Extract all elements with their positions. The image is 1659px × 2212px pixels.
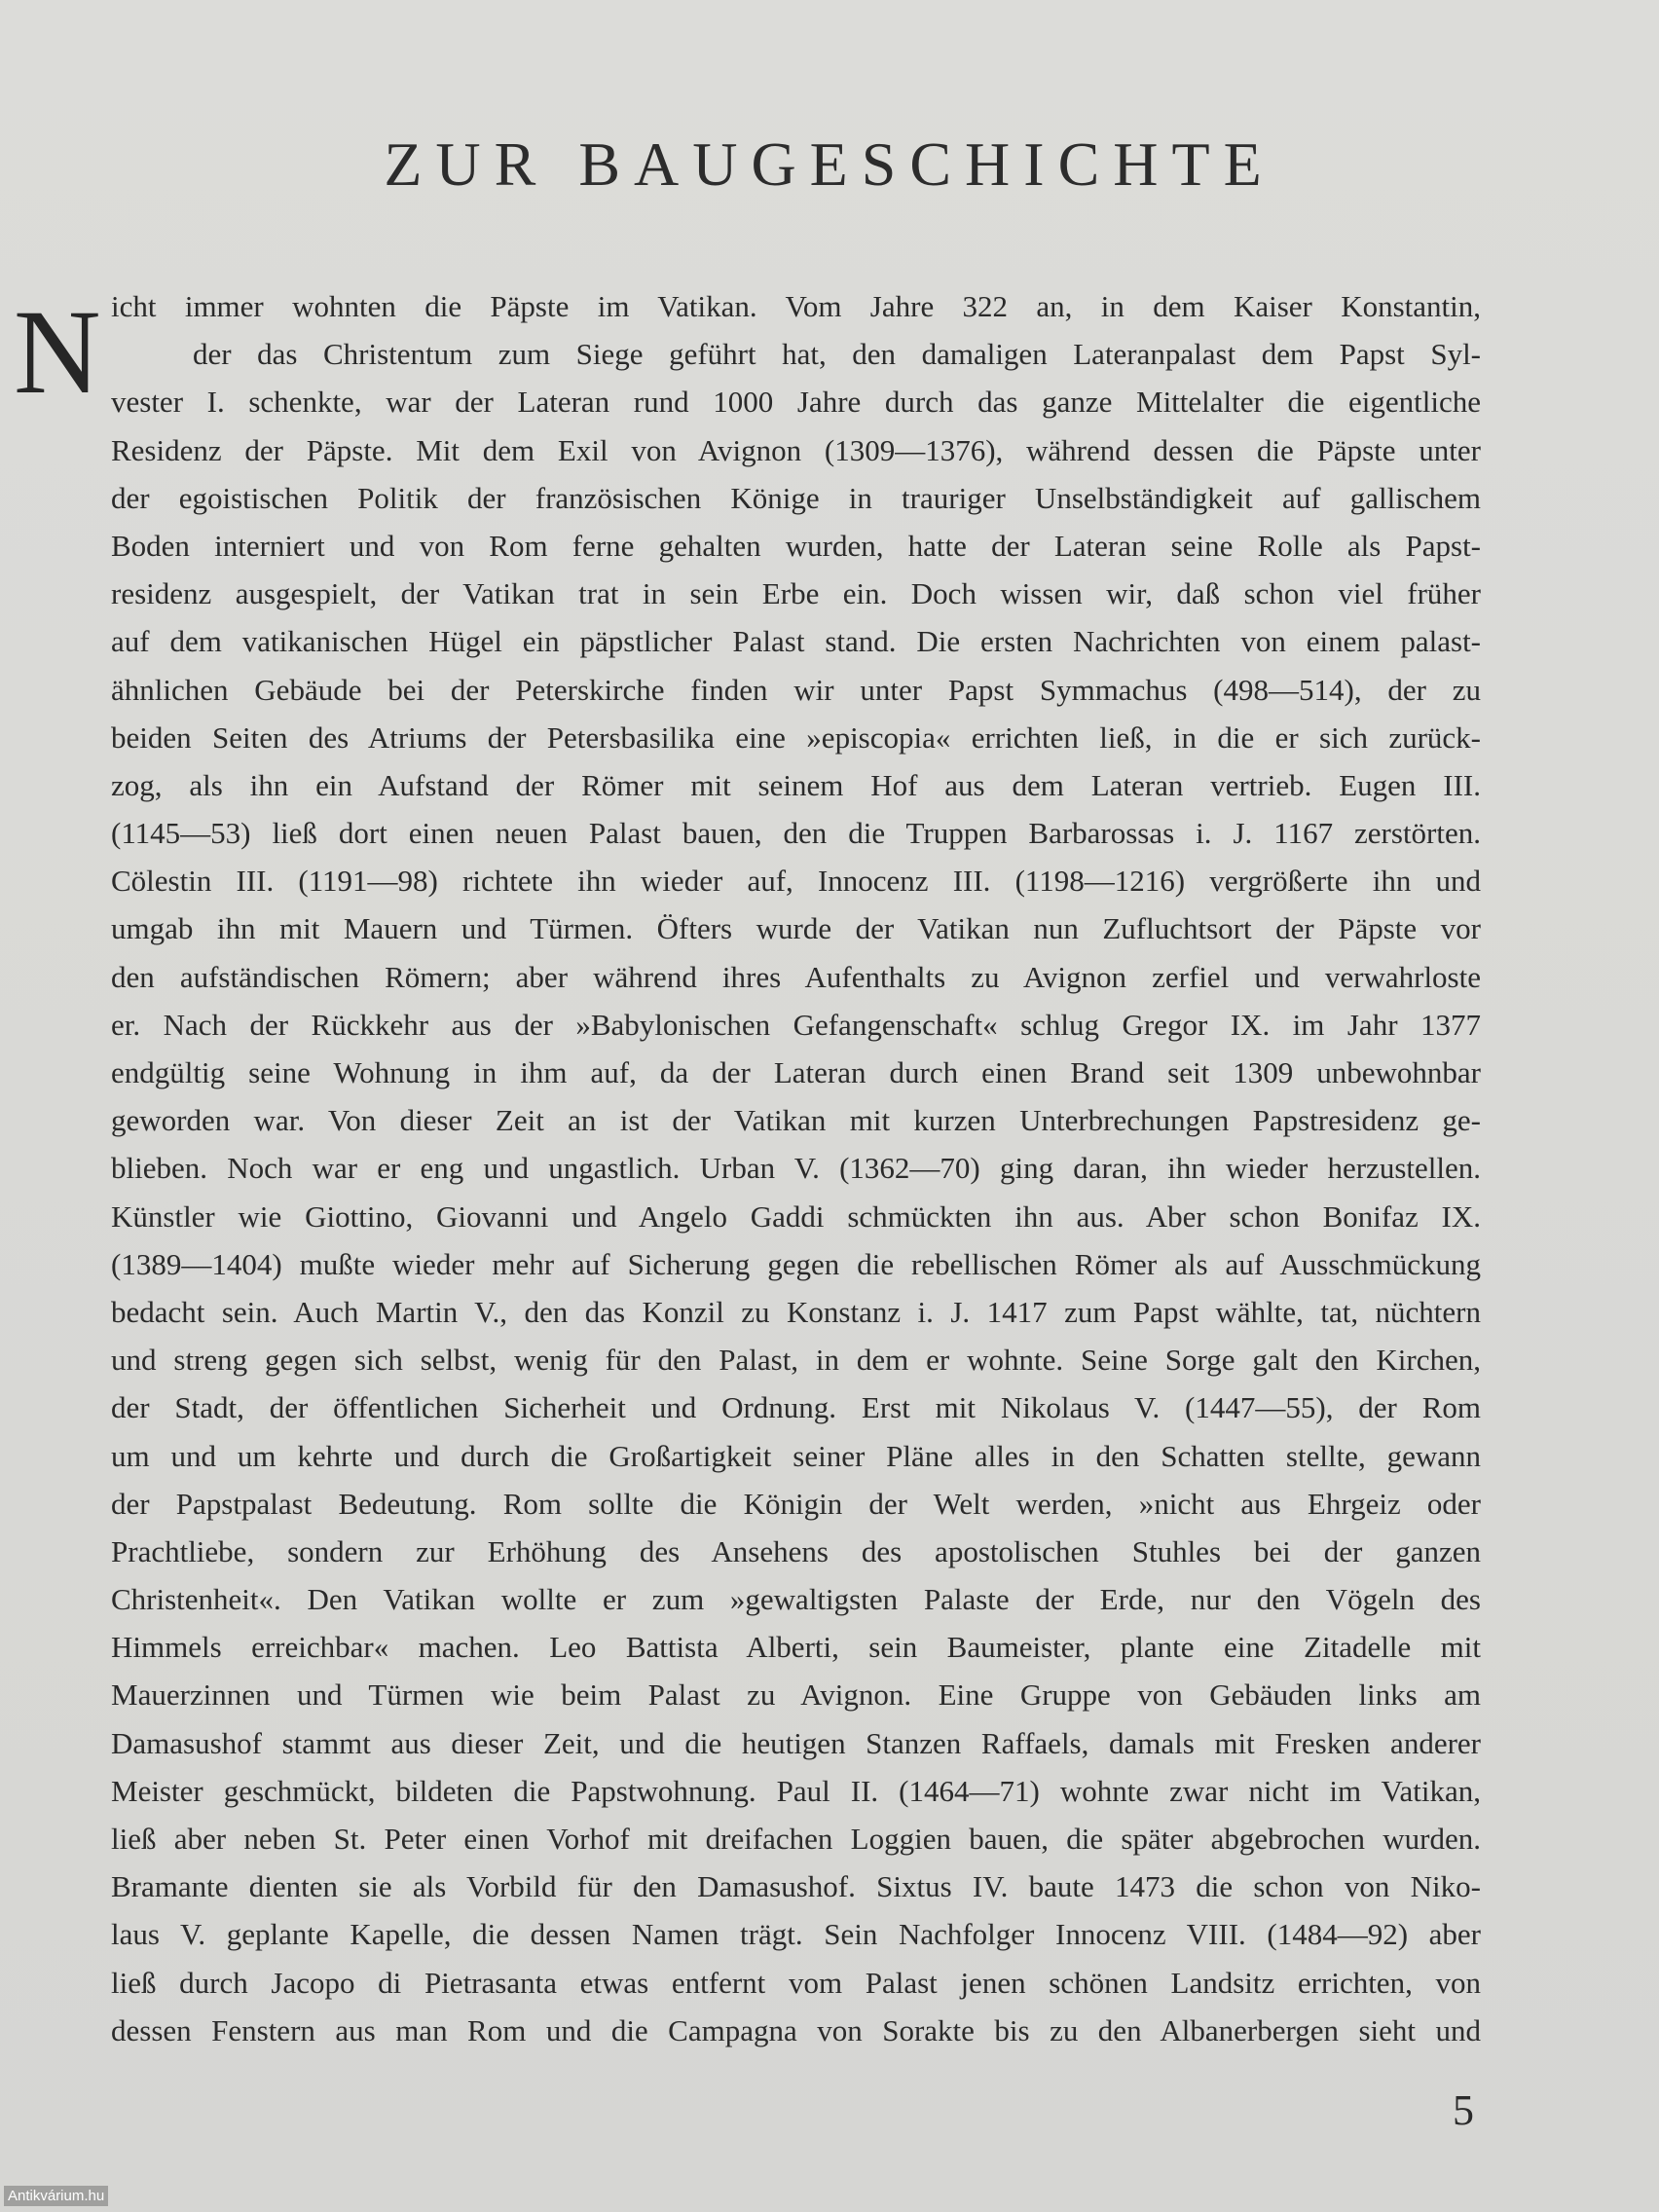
text-line: der Stadt, der öffentlichen Sicherheit und Ordnung. Erst mit Nikolaus V. (1447—55), der Rom	[111, 1390, 1481, 1425]
drop-cap: N	[14, 285, 101, 419]
text-line: und streng gegen sich selbst, wenig für den Palast, in dem er wohnte. Seine Sorge galt den Kirchen,	[111, 1343, 1481, 1378]
text-line: (1389—1404) mußte wieder mehr auf Sicherung gegen die rebellischen Römer als auf Ausschmückung	[111, 1246, 1481, 1281]
watermark: Antikvárium.hu	[4, 2186, 108, 2206]
text-line: der das Christentum zum Siege geführt hat, den damaligen Lateranpalast dem Papst Syl-	[193, 337, 1481, 372]
text-line: dessen Fenstern aus man Rom und die Campagna von Sorakte bis zu den Albanerbergen sieht und	[111, 2012, 1481, 2047]
text-line: endgültig seine Wohnung in ihm auf, da der Lateran durch einen Brand seit 1309 unbewohnbar	[111, 1055, 1481, 1089]
text-line: blieben. Noch war er eng und ungastlich. Urban V. (1362—70) ging daran, ihn wieder herzustellen.	[111, 1151, 1481, 1186]
text-line: vester I. schenkte, war der Lateran rund 1000 Jahre durch das ganze Mittelalter die eigentliche	[111, 385, 1481, 420]
text-line: Prachtliebe, sondern zur Erhöhung des Ansehens des apostolischen Stuhles bei der ganzen	[111, 1533, 1481, 1568]
text-line: Mauerzinnen und Türmen wie beim Palast zu Avignon. Eine Gruppe von Gebäuden links am	[111, 1677, 1481, 1713]
text-line: bedacht sein. Auch Martin V., den das Konzil zu Konstanz i. J. 1417 zum Papst wählte, tat, nüchtern	[111, 1294, 1481, 1329]
text-line: laus V. geplante Kapelle, die dessen Namen trägt. Sein Nachfolger Innocenz VIII. (1484—92) aber	[111, 1917, 1481, 1952]
text-line: der Papstpalast Bedeutung. Rom sollte die Königin der Welt werden, »nicht aus Ehrgeiz oder	[111, 1486, 1481, 1521]
text-line: ähnlichen Gebäude bei der Peterskirche finden wir unter Papst Symmachus (498—514), der zu	[111, 672, 1481, 707]
text-line: um und um kehrte und durch die Großartigkeit seiner Pläne alles in den Schatten stellte, gewann	[111, 1438, 1481, 1473]
body-text	[111, 282, 1481, 2054]
text-line: auf dem vatikanischen Hügel ein päpstlicher Palast stand. Die ersten Nachrichten von einem palast-	[111, 624, 1481, 659]
text-line: umgab ihn mit Mauern und Türmen. Öfters wurde der Vatikan nun Zufluchtsort der Päpste vor	[111, 911, 1481, 946]
text-line: der egoistischen Politik der französischen Könige in trauriger Unselbständigkeit auf gallischem	[111, 480, 1481, 515]
text-line: zog, als ihn ein Aufstand der Römer mit seinem Hof aus dem Lateran vertrieb. Eugen III.	[111, 767, 1481, 802]
text-line: er. Nach der Rückkehr aus der »Babylonischen Gefangenschaft« schlug Gregor IX. im Jahr 1377	[111, 1007, 1481, 1042]
text-line: geworden war. Von dieser Zeit an ist der Vatikan mit kurzen Unterbrechungen Papstresidenz ge-	[111, 1103, 1481, 1138]
text-line: Meister geschmückt, bildeten die Papstwohnung. Paul II. (1464—71) wohnte zwar nicht im Vatikan,	[111, 1773, 1481, 1808]
text-line: Künstler wie Giottino, Giovanni und Angelo Gaddi schmückten ihn aus. Aber schon Bonifaz IX.	[111, 1198, 1481, 1234]
page-title: ZUR BAUGESCHICHTE	[384, 129, 1275, 199]
text-line: Cölestin III. (1191—98) richtete ihn wieder auf, Innocenz III. (1198—1216) vergrößerte ihn und	[111, 864, 1481, 899]
text-line: icht immer wohnten die Päpste im Vatikan. Vom Jahre 322 an, in dem Kaiser Konstantin,	[111, 289, 1481, 323]
text-line: ließ durch Jacopo di Pietrasanta etwas entfernt vom Palast jenen schönen Landsitz errichten, von	[111, 1965, 1481, 2000]
text-line: ließ aber neben St. Peter einen Vorhof mit dreifachen Loggien bauen, die später abgebrochen wurden.	[111, 1822, 1481, 1856]
text-line: Christenheit«. Den Vatikan wollte er zum »gewaltigsten Palaste der Erde, nur den Vögeln des	[111, 1582, 1481, 1617]
text-line: Bramante dienten sie als Vorbild für den Damasushof. Sixtus IV. baute 1473 die schon von Niko-	[111, 1869, 1481, 1904]
text-line: Himmels erreichbar« machen. Leo Battista Alberti, sein Baumeister, plante eine Zitadelle mit	[111, 1630, 1481, 1665]
text-line: Boden interniert und von Rom ferne gehalten wurden, hatte der Lateran seine Rolle als Papst-	[111, 528, 1481, 563]
text-line: Damasushof stammt aus dieser Zeit, und die heutigen Stanzen Raffaels, damals mit Fresken anderer	[111, 1725, 1481, 1760]
text-line: beiden Seiten des Atriums der Petersbasilika eine »episcopia« errichten ließ, in die er sich zurück-	[111, 719, 1481, 755]
text-line: residenz ausgespielt, der Vatikan trat in sein Erbe ein. Doch wissen wir, daß schon viel früher	[111, 576, 1481, 611]
text-line: (1145—53) ließ dort einen neuen Palast bauen, den die Truppen Barbarossas i. J. 1167 zerstörten.	[111, 816, 1481, 851]
text-line: Residenz der Päpste. Mit dem Exil von Avignon (1309—1376), während dessen die Päpste unter	[111, 432, 1481, 467]
text-line: den aufständischen Römern; aber während ihres Aufenthalts zu Avignon zerfiel und verwahrloste	[111, 959, 1481, 994]
page-number: 5	[1453, 2086, 1474, 2134]
